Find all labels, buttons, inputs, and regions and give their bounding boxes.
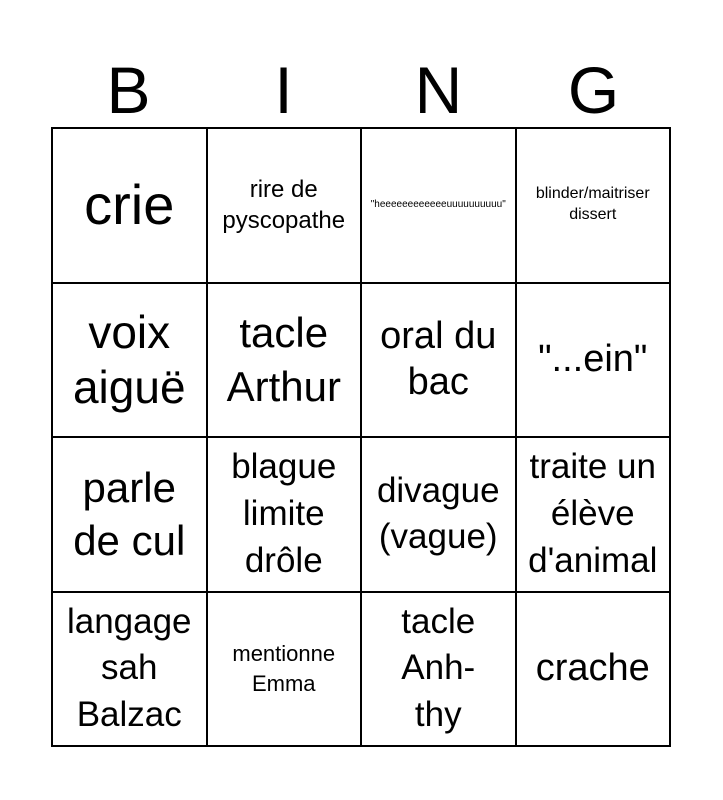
cell-text: parle de cul [73, 463, 186, 565]
bingo-cell[interactable] [362, 129, 517, 284]
bingo-cell[interactable] [517, 129, 672, 284]
cell-text: langage sah Balzac [66, 601, 192, 735]
cell-text: "heeeeeeeeeeeeuuuuuuuuuu" [370, 199, 506, 211]
cell-text: "...ein" [538, 337, 648, 380]
bingo-cell[interactable] [362, 593, 517, 748]
cell-text: blague limite drôle [231, 447, 337, 580]
cell-text: crie [84, 172, 175, 236]
cell-text: traite un élève d'animal [528, 447, 658, 580]
cell-text: oral du bac [380, 315, 497, 403]
bingo-cell[interactable] [517, 438, 672, 593]
bingo-cell[interactable] [53, 129, 208, 284]
header-letter-n: N [414, 53, 463, 127]
cell-text: divague (vague) [376, 470, 500, 557]
bingo-header [51, 52, 671, 128]
bingo-cell[interactable] [53, 593, 208, 748]
bingo-cell[interactable] [362, 284, 517, 439]
cell-text: tacle Anh- thy [401, 601, 476, 735]
bingo-cell[interactable] [208, 438, 363, 593]
cell-text: rire de pyscopathe [222, 176, 346, 235]
bingo-cell[interactable] [53, 438, 208, 593]
cell-text: mentionne Emma [232, 641, 336, 696]
bingo-cell[interactable] [208, 129, 363, 284]
bingo-board [51, 127, 671, 747]
bingo-cell[interactable] [53, 284, 208, 439]
cell-text: blinder/maitriser dissert [535, 185, 650, 224]
bingo-cell[interactable] [362, 438, 517, 593]
header-letter-g: G [567, 53, 620, 127]
cell-text: crache [535, 646, 650, 689]
header-letter-b: B [106, 53, 151, 127]
bingo-cell[interactable] [517, 284, 672, 439]
bingo-cell[interactable] [208, 284, 363, 439]
cell-text: voix aiguë [72, 305, 186, 413]
cell-text: tacle Arthur [226, 309, 341, 410]
bingo-cell[interactable] [208, 593, 363, 748]
header-letter-i: I [274, 53, 293, 127]
bingo-cell[interactable] [517, 593, 672, 748]
